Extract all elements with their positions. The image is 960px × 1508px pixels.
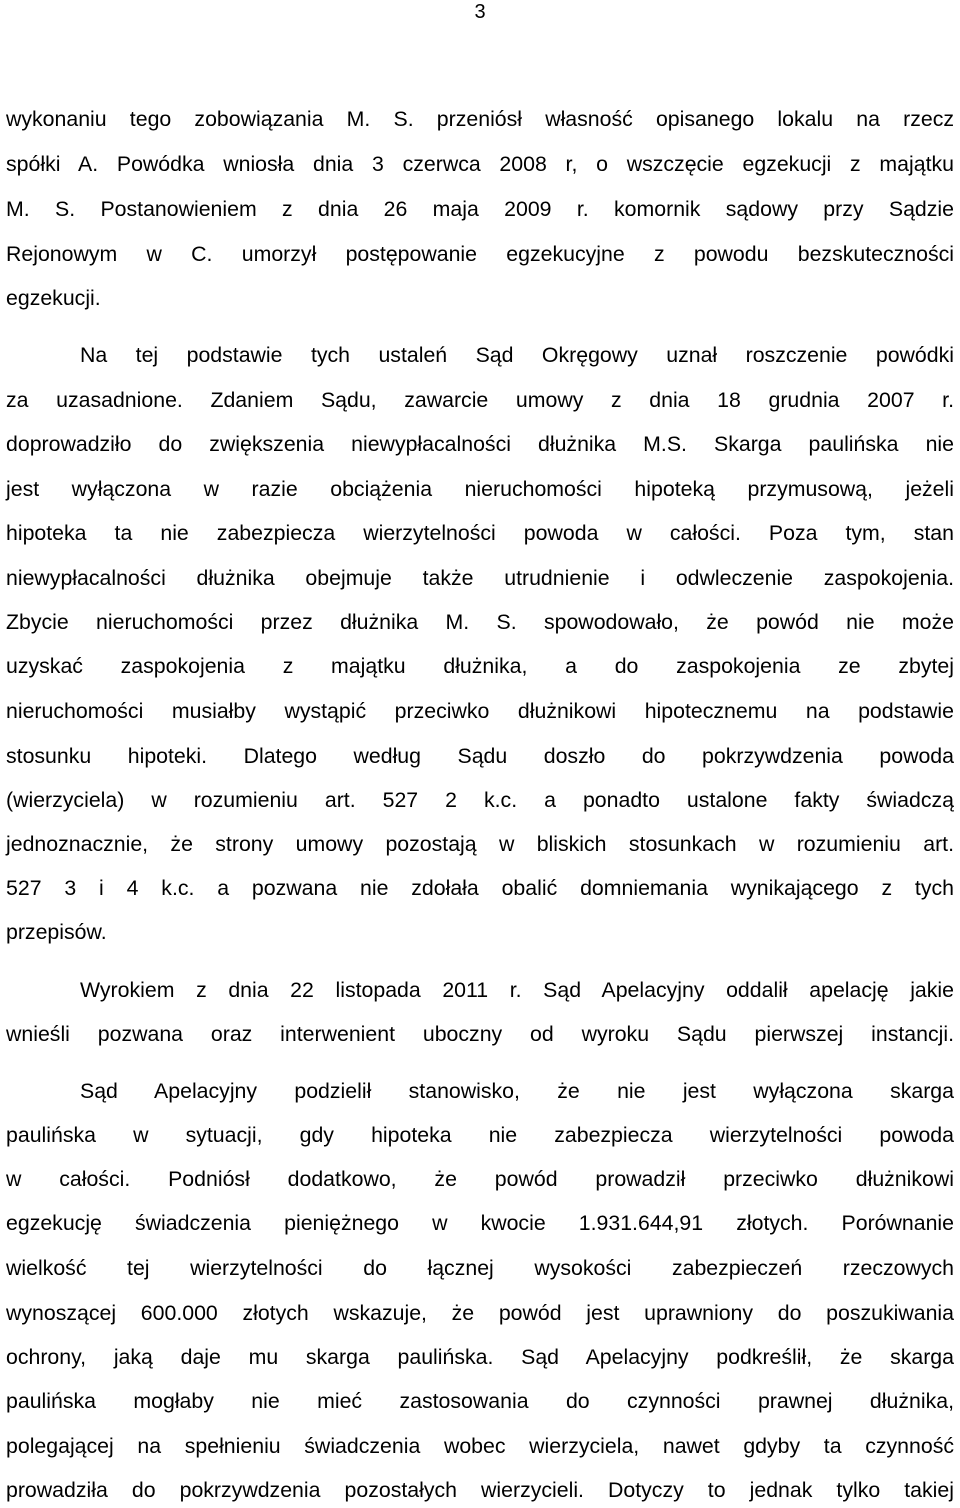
- text-line: wnieśli pozwana oraz interwenient uboczny od wyroku Sądu pierwszej instancji.: [6, 1022, 954, 1046]
- text-line: jest wyłączona w razie obciążenia nieruchomości hipoteką przymusową, jeżeli: [6, 477, 954, 501]
- text-line: 527 3 i 4 k.c. a pozwana nie zdołała obalić domniemania wynikającego z tych: [6, 876, 954, 900]
- text-line: niewypłacalności dłużnika obejmuje także utrudnienie i odwleczenie zaspokojenia.: [6, 566, 954, 590]
- text-line: hipoteka ta nie zabezpiecza wierzytelności powoda w całości. Poza tym, stan: [6, 521, 954, 545]
- text-line: doprowadziło do zwiększenia niewypłacalności dłużnika M.S. Skarga paulińska nie: [6, 432, 954, 456]
- text-line: Na tej podstawie tych ustaleń Sąd Okręgowy uznał roszczenie powódki: [80, 343, 954, 367]
- text-line: wykonaniu tego zobowiązania M. S. przeniósł własność opisanego lokalu na rzecz: [6, 107, 954, 131]
- text-line: paulińska w sytuacji, gdy hipoteka nie zabezpiecza wierzytelności powoda: [6, 1123, 954, 1147]
- text-line: wynoszącej 600.000 złotych wskazuje, że powód jest uprawniony do poszukiwania: [6, 1301, 954, 1325]
- text-line: M. S. Postanowieniem z dnia 26 maja 2009 r. komornik sądowy przy Sądzie: [6, 197, 954, 221]
- text-line: wielkość tej wierzytelności do łącznej wysokości zabezpieczeń rzeczowych: [6, 1256, 954, 1280]
- text-line: egzekucję świadczenia pieniężnego w kwocie 1.931.644,91 złotych. Porównanie: [6, 1211, 954, 1235]
- text-line: Zbycie nieruchomości przez dłużnika M. S. spowodowało, że powód nie może: [6, 610, 954, 634]
- text-line: ochrony, jaką daje mu skarga paulińska. Sąd Apelacyjny podkreślił, że skarga: [6, 1345, 954, 1369]
- text-line: jednoznacznie, że strony umowy pozostają w bliskich stosunkach w rozumieniu art.: [6, 832, 954, 856]
- text-line: Wyrokiem z dnia 22 listopada 2011 r. Sąd Apelacyjny oddalił apelację jakie: [80, 978, 954, 1002]
- text-line: przepisów.: [6, 920, 107, 944]
- text-line: egzekucji.: [6, 286, 101, 310]
- text-line: Sąd Apelacyjny podzielił stanowisko, że nie jest wyłączona skarga: [80, 1079, 954, 1103]
- page-number: 3: [474, 1, 486, 23]
- text-line: nieruchomości musiałby wystąpić przeciwko dłużnikowi hipotecznemu na podstawie: [6, 699, 954, 723]
- text-line: paulińska mogłaby nie mieć zastosowania do czynności prawnej dłużnika,: [6, 1389, 954, 1413]
- text-line: (wierzyciela) w rozumieniu art. 527 2 k.c. a ponadto ustalone fakty świadczą: [6, 788, 954, 812]
- text-line: uzyskać zaspokojenia z majątku dłużnika, a do zaspokojenia ze zbytej: [6, 654, 954, 678]
- text-line: prowadziła do pokrzywdzenia pozostałych wierzycieli. Dotyczy to jednak tylko takiej: [6, 1478, 954, 1502]
- text-line: stosunku hipoteki. Dlatego według Sądu doszło do pokrzywdzenia powoda: [6, 744, 954, 768]
- text-line: spółki A. Powódka wniosła dnia 3 czerwca 2008 r, o wszczęcie egzekucji z majątku: [6, 152, 954, 176]
- text-line: w całości. Podniósł dodatkowo, że powód prowadził przeciwko dłużnikowi: [6, 1167, 954, 1191]
- text-line: polegającej na spełnieniu świadczenia wobec wierzyciela, nawet gdyby ta czynność: [6, 1434, 954, 1458]
- text-line: Rejonowym w C. umorzył postępowanie egzekucyjne z powodu bezskuteczności: [6, 242, 954, 266]
- text-line: za uzasadnione. Zdaniem Sądu, zawarcie umowy z dnia 18 grudnia 2007 r.: [6, 388, 954, 412]
